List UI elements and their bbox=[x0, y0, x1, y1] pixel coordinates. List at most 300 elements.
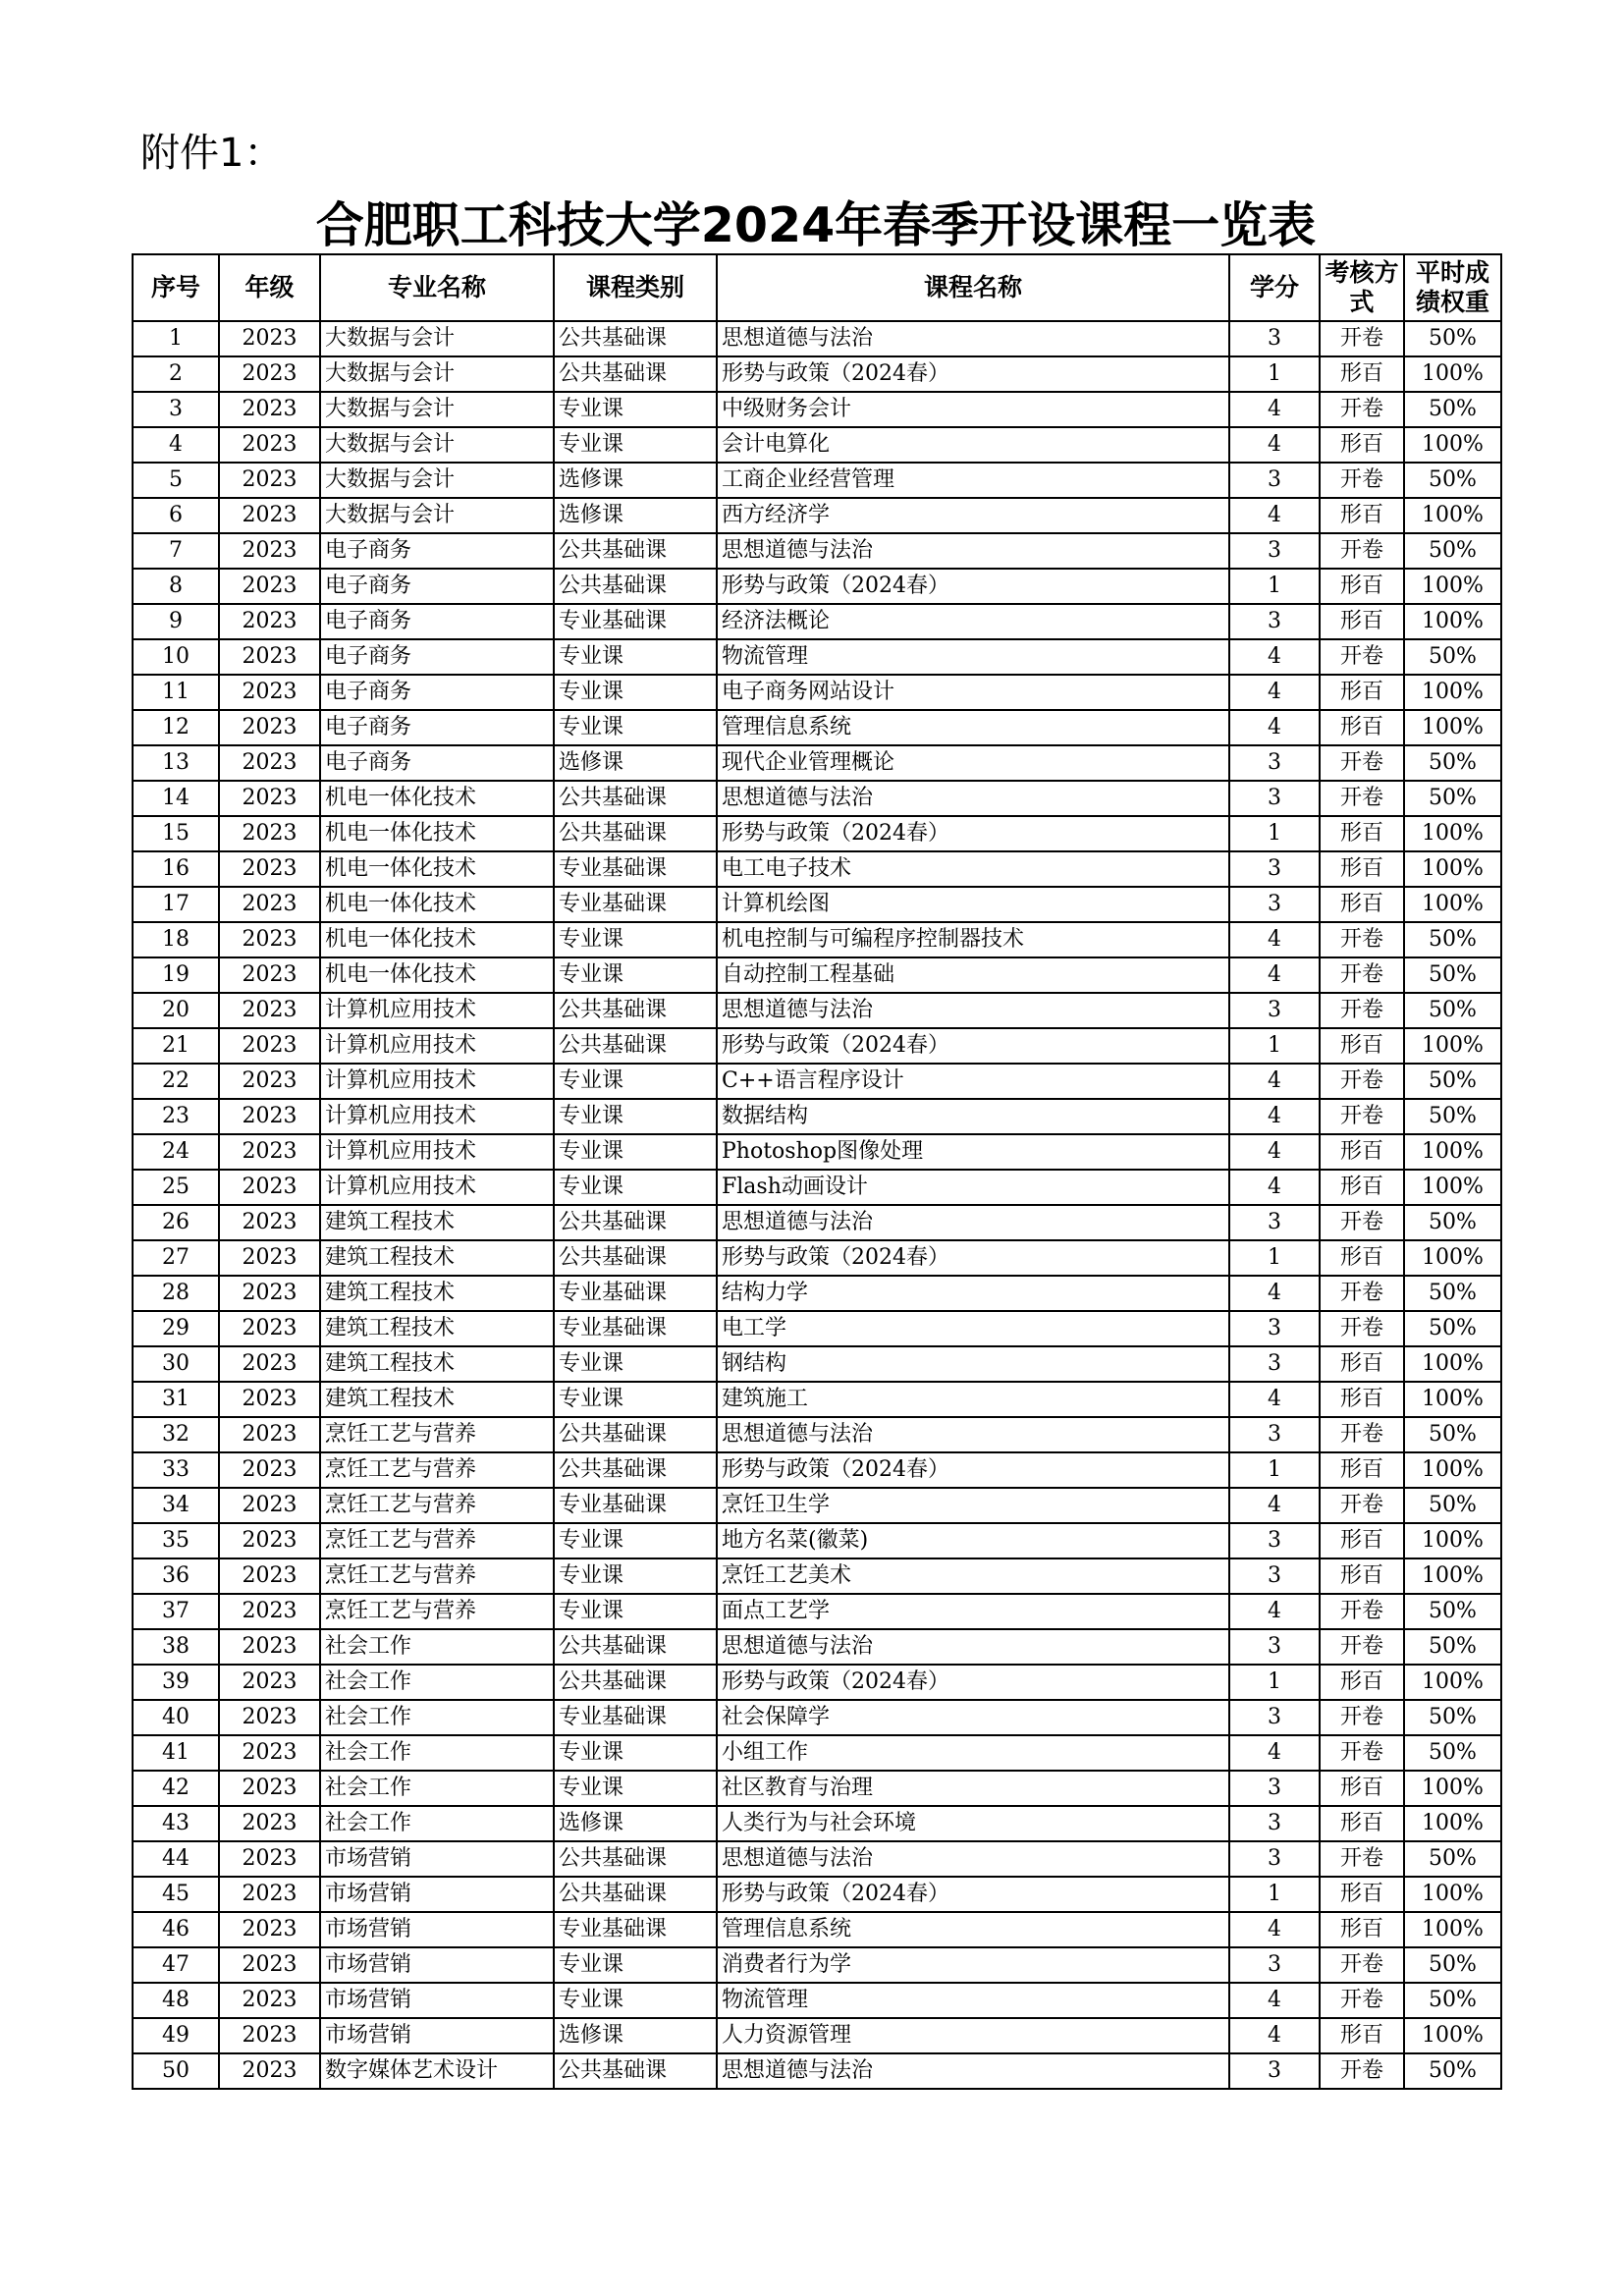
cell-grade: 2023 bbox=[219, 745, 320, 781]
cell-usual-weight: 100% bbox=[1404, 1240, 1501, 1276]
cell-grade: 2023 bbox=[219, 356, 320, 392]
table-row bbox=[133, 1488, 1501, 1523]
cell-course-name: 电工学 bbox=[717, 1311, 1229, 1346]
cell-category: 选修课 bbox=[554, 2018, 717, 2053]
cell-exam-method: 开卷 bbox=[1320, 2053, 1404, 2089]
cell-course-name: 思想道德与法治 bbox=[717, 321, 1229, 356]
cell-usual-weight: 100% bbox=[1404, 816, 1501, 851]
cell-major: 市场营销 bbox=[320, 1912, 554, 1947]
cell-index: 11 bbox=[133, 675, 219, 710]
cell-usual-weight: 100% bbox=[1404, 1771, 1501, 1806]
table-row bbox=[133, 1771, 1501, 1806]
cell-major: 计算机应用技术 bbox=[320, 1028, 554, 1064]
cell-course-name: 工商企业经营管理 bbox=[717, 463, 1229, 498]
table-row bbox=[133, 1877, 1501, 1912]
cell-index: 24 bbox=[133, 1134, 219, 1170]
table-row bbox=[133, 851, 1501, 887]
cell-category: 专业课 bbox=[554, 1382, 717, 1417]
cell-course-name: 烹饪卫生学 bbox=[717, 1488, 1229, 1523]
cell-credits: 3 bbox=[1229, 604, 1320, 639]
table-row bbox=[133, 639, 1501, 675]
cell-credits: 3 bbox=[1229, 1311, 1320, 1346]
cell-course-name: 形势与政策（2024春） bbox=[717, 816, 1229, 851]
cell-exam-method: 形百 bbox=[1320, 1771, 1404, 1806]
cell-course-name: 人类行为与社会环境 bbox=[717, 1806, 1229, 1841]
cell-category: 公共基础课 bbox=[554, 1028, 717, 1064]
cell-major: 烹饪工艺与营养 bbox=[320, 1523, 554, 1558]
cell-major: 建筑工程技术 bbox=[320, 1382, 554, 1417]
cell-exam-method: 开卷 bbox=[1320, 745, 1404, 781]
table-row bbox=[133, 957, 1501, 993]
cell-exam-method: 开卷 bbox=[1320, 1205, 1404, 1240]
table-row bbox=[133, 1276, 1501, 1311]
cell-major: 社会工作 bbox=[320, 1735, 554, 1771]
cell-course-name: 形势与政策（2024春） bbox=[717, 356, 1229, 392]
cell-exam-method: 形百 bbox=[1320, 1912, 1404, 1947]
cell-usual-weight: 100% bbox=[1404, 710, 1501, 745]
cell-category: 专业课 bbox=[554, 957, 717, 993]
column-header-credits: 学分 bbox=[1229, 254, 1320, 321]
cell-grade: 2023 bbox=[219, 1558, 320, 1594]
cell-index: 19 bbox=[133, 957, 219, 993]
table-row bbox=[133, 1558, 1501, 1594]
cell-major: 电子商务 bbox=[320, 675, 554, 710]
cell-grade: 2023 bbox=[219, 1452, 320, 1488]
cell-grade: 2023 bbox=[219, 392, 320, 427]
cell-course-name: 思想道德与法治 bbox=[717, 1629, 1229, 1665]
cell-category: 专业课 bbox=[554, 1170, 717, 1205]
cell-credits: 3 bbox=[1229, 1558, 1320, 1594]
cell-exam-method: 形百 bbox=[1320, 675, 1404, 710]
cell-course-name: 结构力学 bbox=[717, 1276, 1229, 1311]
cell-major: 机电一体化技术 bbox=[320, 922, 554, 957]
cell-credits: 3 bbox=[1229, 1346, 1320, 1382]
cell-category: 公共基础课 bbox=[554, 816, 717, 851]
cell-credits: 3 bbox=[1229, 1417, 1320, 1452]
cell-index: 17 bbox=[133, 887, 219, 922]
cell-exam-method: 形百 bbox=[1320, 356, 1404, 392]
cell-credits: 4 bbox=[1229, 2018, 1320, 2053]
cell-usual-weight: 100% bbox=[1404, 887, 1501, 922]
cell-index: 12 bbox=[133, 710, 219, 745]
cell-major: 建筑工程技术 bbox=[320, 1346, 554, 1382]
cell-course-name: 建筑施工 bbox=[717, 1382, 1229, 1417]
cell-index: 4 bbox=[133, 427, 219, 463]
cell-grade: 2023 bbox=[219, 1735, 320, 1771]
cell-index: 29 bbox=[133, 1311, 219, 1346]
cell-course-name: 烹饪工艺美术 bbox=[717, 1558, 1229, 1594]
cell-course-name: 思想道德与法治 bbox=[717, 1205, 1229, 1240]
cell-category: 公共基础课 bbox=[554, 1205, 717, 1240]
column-header-grade: 年级 bbox=[219, 254, 320, 321]
cell-category: 专业课 bbox=[554, 1771, 717, 1806]
table-row bbox=[133, 1417, 1501, 1452]
cell-usual-weight: 50% bbox=[1404, 922, 1501, 957]
cell-credits: 1 bbox=[1229, 1240, 1320, 1276]
cell-credits: 3 bbox=[1229, 745, 1320, 781]
cell-category: 公共基础课 bbox=[554, 533, 717, 569]
cell-course-name: 形势与政策（2024春） bbox=[717, 1028, 1229, 1064]
cell-index: 39 bbox=[133, 1665, 219, 1700]
cell-usual-weight: 50% bbox=[1404, 1099, 1501, 1134]
cell-credits: 4 bbox=[1229, 1735, 1320, 1771]
table-row bbox=[133, 1947, 1501, 1983]
cell-exam-method: 形百 bbox=[1320, 710, 1404, 745]
cell-credits: 3 bbox=[1229, 781, 1320, 816]
cell-course-name: 电工电子技术 bbox=[717, 851, 1229, 887]
cell-course-name: 经济法概论 bbox=[717, 604, 1229, 639]
cell-category: 专业课 bbox=[554, 1735, 717, 1771]
cell-usual-weight: 50% bbox=[1404, 1205, 1501, 1240]
table-row bbox=[133, 1382, 1501, 1417]
cell-course-name: 地方名菜(徽菜) bbox=[717, 1523, 1229, 1558]
cell-credits: 4 bbox=[1229, 1912, 1320, 1947]
cell-major: 社会工作 bbox=[320, 1806, 554, 1841]
cell-index: 1 bbox=[133, 321, 219, 356]
table-row bbox=[133, 1841, 1501, 1877]
column-header-major: 专业名称 bbox=[320, 254, 554, 321]
cell-index: 25 bbox=[133, 1170, 219, 1205]
table-row bbox=[133, 1134, 1501, 1170]
cell-credits: 4 bbox=[1229, 1594, 1320, 1629]
cell-exam-method: 开卷 bbox=[1320, 1947, 1404, 1983]
cell-category: 公共基础课 bbox=[554, 781, 717, 816]
cell-exam-method: 形百 bbox=[1320, 1240, 1404, 1276]
cell-major: 电子商务 bbox=[320, 569, 554, 604]
cell-grade: 2023 bbox=[219, 1276, 320, 1311]
cell-index: 15 bbox=[133, 816, 219, 851]
cell-grade: 2023 bbox=[219, 1170, 320, 1205]
cell-course-name: 自动控制工程基础 bbox=[717, 957, 1229, 993]
cell-usual-weight: 100% bbox=[1404, 569, 1501, 604]
cell-usual-weight: 50% bbox=[1404, 1594, 1501, 1629]
cell-exam-method: 形百 bbox=[1320, 1665, 1404, 1700]
cell-category: 专业课 bbox=[554, 1523, 717, 1558]
cell-exam-method: 开卷 bbox=[1320, 993, 1404, 1028]
cell-usual-weight: 100% bbox=[1404, 498, 1501, 533]
cell-exam-method: 形百 bbox=[1320, 569, 1404, 604]
cell-exam-method: 形百 bbox=[1320, 816, 1404, 851]
table-row bbox=[133, 498, 1501, 533]
cell-major: 建筑工程技术 bbox=[320, 1240, 554, 1276]
cell-grade: 2023 bbox=[219, 781, 320, 816]
cell-major: 大数据与会计 bbox=[320, 392, 554, 427]
table-row bbox=[133, 675, 1501, 710]
cell-index: 14 bbox=[133, 781, 219, 816]
cell-course-name: 形势与政策（2024春） bbox=[717, 1877, 1229, 1912]
cell-category: 公共基础课 bbox=[554, 2053, 717, 2089]
cell-credits: 4 bbox=[1229, 1276, 1320, 1311]
cell-major: 建筑工程技术 bbox=[320, 1276, 554, 1311]
cell-index: 10 bbox=[133, 639, 219, 675]
cell-index: 42 bbox=[133, 1771, 219, 1806]
cell-exam-method: 开卷 bbox=[1320, 1700, 1404, 1735]
table-row bbox=[133, 710, 1501, 745]
cell-usual-weight: 50% bbox=[1404, 1735, 1501, 1771]
cell-grade: 2023 bbox=[219, 1311, 320, 1346]
cell-major: 建筑工程技术 bbox=[320, 1311, 554, 1346]
cell-category: 专业课 bbox=[554, 639, 717, 675]
cell-index: 23 bbox=[133, 1099, 219, 1134]
cell-exam-method: 形百 bbox=[1320, 498, 1404, 533]
table-row bbox=[133, 745, 1501, 781]
cell-course-name: 物流管理 bbox=[717, 1983, 1229, 2018]
cell-grade: 2023 bbox=[219, 1346, 320, 1382]
cell-index: 28 bbox=[133, 1276, 219, 1311]
cell-course-name: 思想道德与法治 bbox=[717, 1841, 1229, 1877]
cell-index: 26 bbox=[133, 1205, 219, 1240]
column-header-exam-method: 考核方式 bbox=[1320, 254, 1404, 321]
cell-index: 40 bbox=[133, 1700, 219, 1735]
cell-exam-method: 形百 bbox=[1320, 1028, 1404, 1064]
cell-index: 45 bbox=[133, 1877, 219, 1912]
cell-credits: 3 bbox=[1229, 463, 1320, 498]
cell-exam-method: 开卷 bbox=[1320, 392, 1404, 427]
table-row bbox=[133, 321, 1501, 356]
cell-category: 公共基础课 bbox=[554, 1629, 717, 1665]
cell-usual-weight: 100% bbox=[1404, 1170, 1501, 1205]
cell-index: 5 bbox=[133, 463, 219, 498]
course-table bbox=[132, 253, 1502, 2090]
table-row bbox=[133, 1523, 1501, 1558]
cell-index: 20 bbox=[133, 993, 219, 1028]
table-row bbox=[133, 2053, 1501, 2089]
cell-exam-method: 形百 bbox=[1320, 1877, 1404, 1912]
cell-grade: 2023 bbox=[219, 1134, 320, 1170]
table-row bbox=[133, 1629, 1501, 1665]
table-row bbox=[133, 1028, 1501, 1064]
cell-major: 数字媒体艺术设计 bbox=[320, 2053, 554, 2089]
cell-credits: 4 bbox=[1229, 675, 1320, 710]
cell-grade: 2023 bbox=[219, 1629, 320, 1665]
table-row bbox=[133, 1912, 1501, 1947]
cell-major: 机电一体化技术 bbox=[320, 851, 554, 887]
column-header-course-name: 课程名称 bbox=[717, 254, 1229, 321]
cell-grade: 2023 bbox=[219, 1771, 320, 1806]
cell-index: 18 bbox=[133, 922, 219, 957]
cell-credits: 3 bbox=[1229, 321, 1320, 356]
table-row bbox=[133, 1665, 1501, 1700]
cell-usual-weight: 100% bbox=[1404, 1665, 1501, 1700]
cell-category: 专业基础课 bbox=[554, 1276, 717, 1311]
cell-grade: 2023 bbox=[219, 1488, 320, 1523]
cell-index: 35 bbox=[133, 1523, 219, 1558]
table-row bbox=[133, 1311, 1501, 1346]
cell-exam-method: 开卷 bbox=[1320, 1276, 1404, 1311]
table-row bbox=[133, 1099, 1501, 1134]
table-row bbox=[133, 569, 1501, 604]
table-row bbox=[133, 781, 1501, 816]
cell-credits: 4 bbox=[1229, 1488, 1320, 1523]
cell-course-name: C++语言程序设计 bbox=[717, 1064, 1229, 1099]
cell-major: 电子商务 bbox=[320, 604, 554, 639]
cell-usual-weight: 50% bbox=[1404, 1700, 1501, 1735]
cell-course-name: Flash动画设计 bbox=[717, 1170, 1229, 1205]
cell-category: 公共基础课 bbox=[554, 1841, 717, 1877]
column-header-category: 课程类别 bbox=[554, 254, 717, 321]
cell-major: 社会工作 bbox=[320, 1700, 554, 1735]
cell-grade: 2023 bbox=[219, 427, 320, 463]
cell-grade: 2023 bbox=[219, 887, 320, 922]
cell-credits: 4 bbox=[1229, 1382, 1320, 1417]
table-body bbox=[133, 321, 1501, 2089]
cell-category: 专业基础课 bbox=[554, 851, 717, 887]
cell-credits: 3 bbox=[1229, 1806, 1320, 1841]
cell-category: 专业课 bbox=[554, 675, 717, 710]
cell-credits: 3 bbox=[1229, 851, 1320, 887]
cell-index: 7 bbox=[133, 533, 219, 569]
cell-usual-weight: 100% bbox=[1404, 2018, 1501, 2053]
table-row bbox=[133, 463, 1501, 498]
cell-grade: 2023 bbox=[219, 1523, 320, 1558]
cell-usual-weight: 100% bbox=[1404, 604, 1501, 639]
cell-category: 公共基础课 bbox=[554, 1452, 717, 1488]
cell-index: 16 bbox=[133, 851, 219, 887]
cell-major: 社会工作 bbox=[320, 1629, 554, 1665]
cell-major: 烹饪工艺与营养 bbox=[320, 1594, 554, 1629]
cell-index: 44 bbox=[133, 1841, 219, 1877]
cell-exam-method: 开卷 bbox=[1320, 639, 1404, 675]
cell-index: 48 bbox=[133, 1983, 219, 2018]
cell-grade: 2023 bbox=[219, 1382, 320, 1417]
cell-grade: 2023 bbox=[219, 816, 320, 851]
cell-course-name: 社会保障学 bbox=[717, 1700, 1229, 1735]
cell-grade: 2023 bbox=[219, 1700, 320, 1735]
cell-course-name: 计算机绘图 bbox=[717, 887, 1229, 922]
cell-usual-weight: 100% bbox=[1404, 675, 1501, 710]
cell-index: 50 bbox=[133, 2053, 219, 2089]
cell-category: 专业课 bbox=[554, 1983, 717, 2018]
cell-major: 机电一体化技术 bbox=[320, 887, 554, 922]
cell-credits: 4 bbox=[1229, 922, 1320, 957]
cell-category: 专业课 bbox=[554, 1064, 717, 1099]
cell-course-name: 机电控制与可编程序控制器技术 bbox=[717, 922, 1229, 957]
cell-usual-weight: 100% bbox=[1404, 1134, 1501, 1170]
cell-exam-method: 形百 bbox=[1320, 1346, 1404, 1382]
cell-usual-weight: 50% bbox=[1404, 1276, 1501, 1311]
cell-exam-method: 开卷 bbox=[1320, 1735, 1404, 1771]
cell-major: 烹饪工艺与营养 bbox=[320, 1452, 554, 1488]
cell-credits: 3 bbox=[1229, 1947, 1320, 1983]
cell-usual-weight: 100% bbox=[1404, 1452, 1501, 1488]
cell-exam-method: 形百 bbox=[1320, 1523, 1404, 1558]
table-row bbox=[133, 1806, 1501, 1841]
cell-grade: 2023 bbox=[219, 1594, 320, 1629]
cell-usual-weight: 100% bbox=[1404, 1912, 1501, 1947]
cell-major: 大数据与会计 bbox=[320, 463, 554, 498]
cell-course-name: 形势与政策（2024春） bbox=[717, 1452, 1229, 1488]
table-row bbox=[133, 1452, 1501, 1488]
cell-credits: 4 bbox=[1229, 1170, 1320, 1205]
table-row bbox=[133, 2018, 1501, 2053]
cell-grade: 2023 bbox=[219, 1417, 320, 1452]
cell-grade: 2023 bbox=[219, 710, 320, 745]
cell-category: 专业课 bbox=[554, 1346, 717, 1382]
cell-category: 专业课 bbox=[554, 1134, 717, 1170]
cell-credits: 3 bbox=[1229, 887, 1320, 922]
cell-exam-method: 开卷 bbox=[1320, 922, 1404, 957]
cell-category: 专业基础课 bbox=[554, 1912, 717, 1947]
cell-grade: 2023 bbox=[219, 1806, 320, 1841]
cell-category: 选修课 bbox=[554, 1806, 717, 1841]
cell-usual-weight: 50% bbox=[1404, 321, 1501, 356]
cell-grade: 2023 bbox=[219, 1841, 320, 1877]
cell-major: 大数据与会计 bbox=[320, 498, 554, 533]
cell-course-name: 数据结构 bbox=[717, 1099, 1229, 1134]
cell-credits: 3 bbox=[1229, 1523, 1320, 1558]
cell-course-name: 物流管理 bbox=[717, 639, 1229, 675]
cell-usual-weight: 50% bbox=[1404, 392, 1501, 427]
cell-major: 市场营销 bbox=[320, 1983, 554, 2018]
cell-credits: 3 bbox=[1229, 1700, 1320, 1735]
cell-usual-weight: 50% bbox=[1404, 1841, 1501, 1877]
cell-category: 公共基础课 bbox=[554, 321, 717, 356]
cell-index: 34 bbox=[133, 1488, 219, 1523]
cell-course-name: 形势与政策（2024春） bbox=[717, 1240, 1229, 1276]
table-row bbox=[133, 922, 1501, 957]
cell-exam-method: 开卷 bbox=[1320, 957, 1404, 993]
cell-exam-method: 开卷 bbox=[1320, 1983, 1404, 2018]
table-row bbox=[133, 356, 1501, 392]
cell-usual-weight: 50% bbox=[1404, 993, 1501, 1028]
cell-grade: 2023 bbox=[219, 2053, 320, 2089]
cell-credits: 4 bbox=[1229, 710, 1320, 745]
cell-credits: 4 bbox=[1229, 392, 1320, 427]
table-row bbox=[133, 887, 1501, 922]
cell-major: 市场营销 bbox=[320, 1841, 554, 1877]
cell-course-name: 形势与政策（2024春） bbox=[717, 1665, 1229, 1700]
cell-usual-weight: 100% bbox=[1404, 1558, 1501, 1594]
cell-major: 机电一体化技术 bbox=[320, 781, 554, 816]
cell-grade: 2023 bbox=[219, 533, 320, 569]
cell-usual-weight: 50% bbox=[1404, 957, 1501, 993]
cell-course-name: 管理信息系统 bbox=[717, 1912, 1229, 1947]
cell-major: 烹饪工艺与营养 bbox=[320, 1488, 554, 1523]
cell-category: 专业课 bbox=[554, 1594, 717, 1629]
cell-exam-method: 开卷 bbox=[1320, 1488, 1404, 1523]
cell-usual-weight: 100% bbox=[1404, 1806, 1501, 1841]
cell-usual-weight: 100% bbox=[1404, 1028, 1501, 1064]
cell-usual-weight: 50% bbox=[1404, 745, 1501, 781]
cell-index: 41 bbox=[133, 1735, 219, 1771]
cell-grade: 2023 bbox=[219, 1240, 320, 1276]
cell-course-name: 社区教育与治理 bbox=[717, 1771, 1229, 1806]
cell-major: 社会工作 bbox=[320, 1771, 554, 1806]
cell-index: 43 bbox=[133, 1806, 219, 1841]
cell-grade: 2023 bbox=[219, 1983, 320, 2018]
cell-credits: 3 bbox=[1229, 993, 1320, 1028]
cell-credits: 4 bbox=[1229, 1099, 1320, 1134]
cell-usual-weight: 50% bbox=[1404, 1488, 1501, 1523]
cell-usual-weight: 50% bbox=[1404, 1629, 1501, 1665]
cell-credits: 1 bbox=[1229, 816, 1320, 851]
cell-course-name: Photoshop图像处理 bbox=[717, 1134, 1229, 1170]
cell-category: 专业课 bbox=[554, 1099, 717, 1134]
cell-grade: 2023 bbox=[219, 922, 320, 957]
cell-category: 公共基础课 bbox=[554, 1877, 717, 1912]
cell-index: 38 bbox=[133, 1629, 219, 1665]
cell-major: 烹饪工艺与营养 bbox=[320, 1558, 554, 1594]
cell-credits: 1 bbox=[1229, 1665, 1320, 1700]
cell-grade: 2023 bbox=[219, 1028, 320, 1064]
cell-category: 专业基础课 bbox=[554, 1700, 717, 1735]
cell-category: 专业课 bbox=[554, 1558, 717, 1594]
cell-category: 选修课 bbox=[554, 498, 717, 533]
table-row bbox=[133, 1205, 1501, 1240]
table-header-row bbox=[133, 254, 1501, 321]
cell-credits: 1 bbox=[1229, 569, 1320, 604]
cell-credits: 1 bbox=[1229, 1877, 1320, 1912]
